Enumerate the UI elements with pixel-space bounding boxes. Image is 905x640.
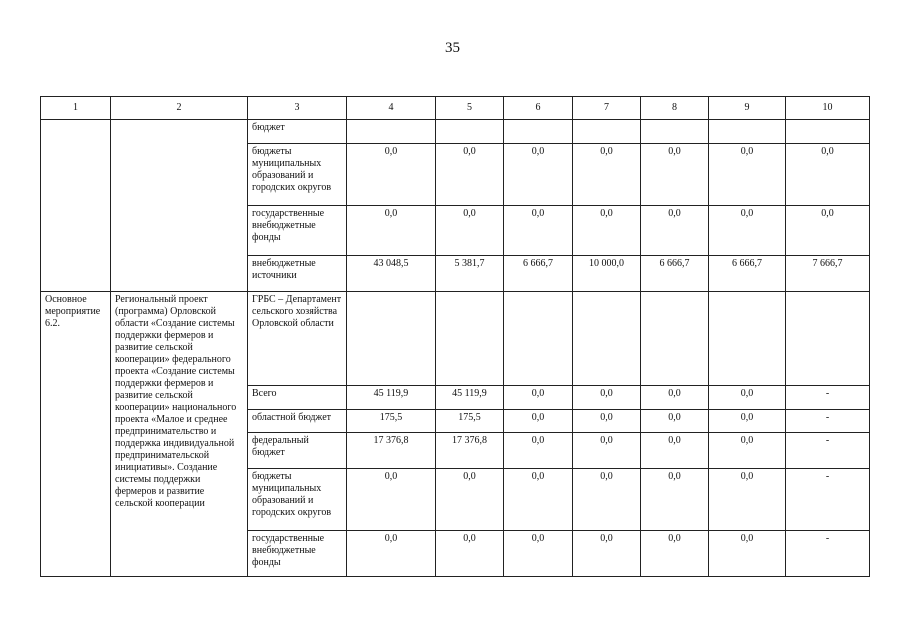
column-header: 2: [111, 97, 248, 120]
value-cell: 0,0: [641, 433, 709, 469]
table-row: [41, 120, 870, 144]
value-cell: 0,0: [504, 469, 573, 531]
value-cell: 7 666,7: [786, 256, 870, 292]
value-cell: 43 048,5: [347, 256, 436, 292]
funding-source: внебюджетные источники: [248, 256, 347, 292]
value-cell: 0,0: [436, 531, 504, 577]
value-cell: [641, 120, 709, 144]
value-cell: 0,0: [573, 433, 641, 469]
value-cell: 0,0: [641, 410, 709, 433]
value-cell: [786, 292, 870, 386]
value-cell: 0,0: [436, 206, 504, 256]
measure-name: Региональный проект (программа) Орловской области «Создание системы поддержки фермеров и развитие сельской кооперации» федерального проекта «Создание системы поддержки фермеров и развитие сельской кооперации» национального проекта «Малое и среднее предпринимательство и поддержка индивидуальной предпринимательской инициативы». Создание системы поддержки фермеров и развитие сельской кооперации: [111, 292, 248, 577]
measure-code-cell: [41, 120, 111, 292]
funding-source: федеральный бюджет: [248, 433, 347, 469]
table-row: [41, 292, 870, 386]
funding-source: бюджеты муниципальных образований и городских округов: [248, 144, 347, 206]
value-cell: 0,0: [573, 144, 641, 206]
funding-source: областной бюджет: [248, 410, 347, 433]
value-cell: [786, 120, 870, 144]
value-cell: 0,0: [347, 469, 436, 531]
value-cell: -: [786, 531, 870, 577]
value-cell: 0,0: [709, 531, 786, 577]
value-cell: 175,5: [347, 410, 436, 433]
value-cell: 0,0: [347, 206, 436, 256]
value-cell: [709, 292, 786, 386]
value-cell: [573, 120, 641, 144]
value-cell: 0,0: [504, 206, 573, 256]
value-cell: 6 666,7: [641, 256, 709, 292]
value-cell: 0,0: [504, 410, 573, 433]
value-cell: 0,0: [641, 144, 709, 206]
funding-source: государственные внебюджетные фонды: [248, 206, 347, 256]
value-cell: 0,0: [436, 144, 504, 206]
value-cell: 6 666,7: [709, 256, 786, 292]
value-cell: 0,0: [709, 410, 786, 433]
column-header: 5: [436, 97, 504, 120]
measure-code: Основное мероприятие 6.2.: [41, 292, 111, 577]
value-cell: -: [786, 386, 870, 410]
value-cell: 45 119,9: [436, 386, 504, 410]
measure-name-cell: [111, 120, 248, 292]
value-cell: [573, 292, 641, 386]
column-header: 6: [504, 97, 573, 120]
column-header: 4: [347, 97, 436, 120]
page-number: 35: [445, 40, 460, 56]
column-header: 8: [641, 97, 709, 120]
funding-source: ГРБС – Департамент сельского хозяйства Орловской области: [248, 292, 347, 386]
value-cell: 5 381,7: [436, 256, 504, 292]
column-header: 3: [248, 97, 347, 120]
value-cell: 0,0: [504, 386, 573, 410]
funding-source: государственные внебюджетные фонды: [248, 531, 347, 577]
funding-source: Всего: [248, 386, 347, 410]
column-header: 10: [786, 97, 870, 120]
value-cell: 0,0: [436, 469, 504, 531]
value-cell: [709, 120, 786, 144]
value-cell: 0,0: [709, 206, 786, 256]
value-cell: 10 000,0: [573, 256, 641, 292]
value-cell: 0,0: [709, 386, 786, 410]
value-cell: 0,0: [504, 531, 573, 577]
value-cell: 0,0: [573, 206, 641, 256]
value-cell: [504, 120, 573, 144]
value-cell: 45 119,9: [347, 386, 436, 410]
value-cell: 0,0: [504, 144, 573, 206]
value-cell: 0,0: [573, 531, 641, 577]
value-cell: [347, 292, 436, 386]
column-header: 1: [41, 97, 111, 120]
column-header: 9: [709, 97, 786, 120]
value-cell: 0,0: [641, 386, 709, 410]
value-cell: 0,0: [641, 206, 709, 256]
value-cell: 0,0: [641, 531, 709, 577]
budget-table: [40, 96, 870, 577]
value-cell: 175,5: [436, 410, 504, 433]
value-cell: 0,0: [504, 433, 573, 469]
value-cell: 0,0: [573, 386, 641, 410]
value-cell: 0,0: [709, 144, 786, 206]
value-cell: [436, 292, 504, 386]
value-cell: 0,0: [709, 433, 786, 469]
header-row: [41, 97, 870, 120]
value-cell: [436, 120, 504, 144]
value-cell: 0,0: [786, 206, 870, 256]
value-cell: 0,0: [347, 531, 436, 577]
value-cell: 0,0: [709, 469, 786, 531]
value-cell: -: [786, 433, 870, 469]
column-header: 7: [573, 97, 641, 120]
value-cell: 17 376,8: [436, 433, 504, 469]
value-cell: [504, 292, 573, 386]
value-cell: -: [786, 410, 870, 433]
value-cell: 6 666,7: [504, 256, 573, 292]
value-cell: [641, 292, 709, 386]
value-cell: 17 376,8: [347, 433, 436, 469]
funding-source: бюджеты муниципальных образований и городских округов: [248, 469, 347, 531]
value-cell: 0,0: [786, 144, 870, 206]
value-cell: 0,0: [641, 469, 709, 531]
value-cell: 0,0: [573, 410, 641, 433]
funding-source: бюджет: [248, 120, 347, 144]
value-cell: 0,0: [347, 144, 436, 206]
value-cell: -: [786, 469, 870, 531]
value-cell: 0,0: [573, 469, 641, 531]
value-cell: [347, 120, 436, 144]
